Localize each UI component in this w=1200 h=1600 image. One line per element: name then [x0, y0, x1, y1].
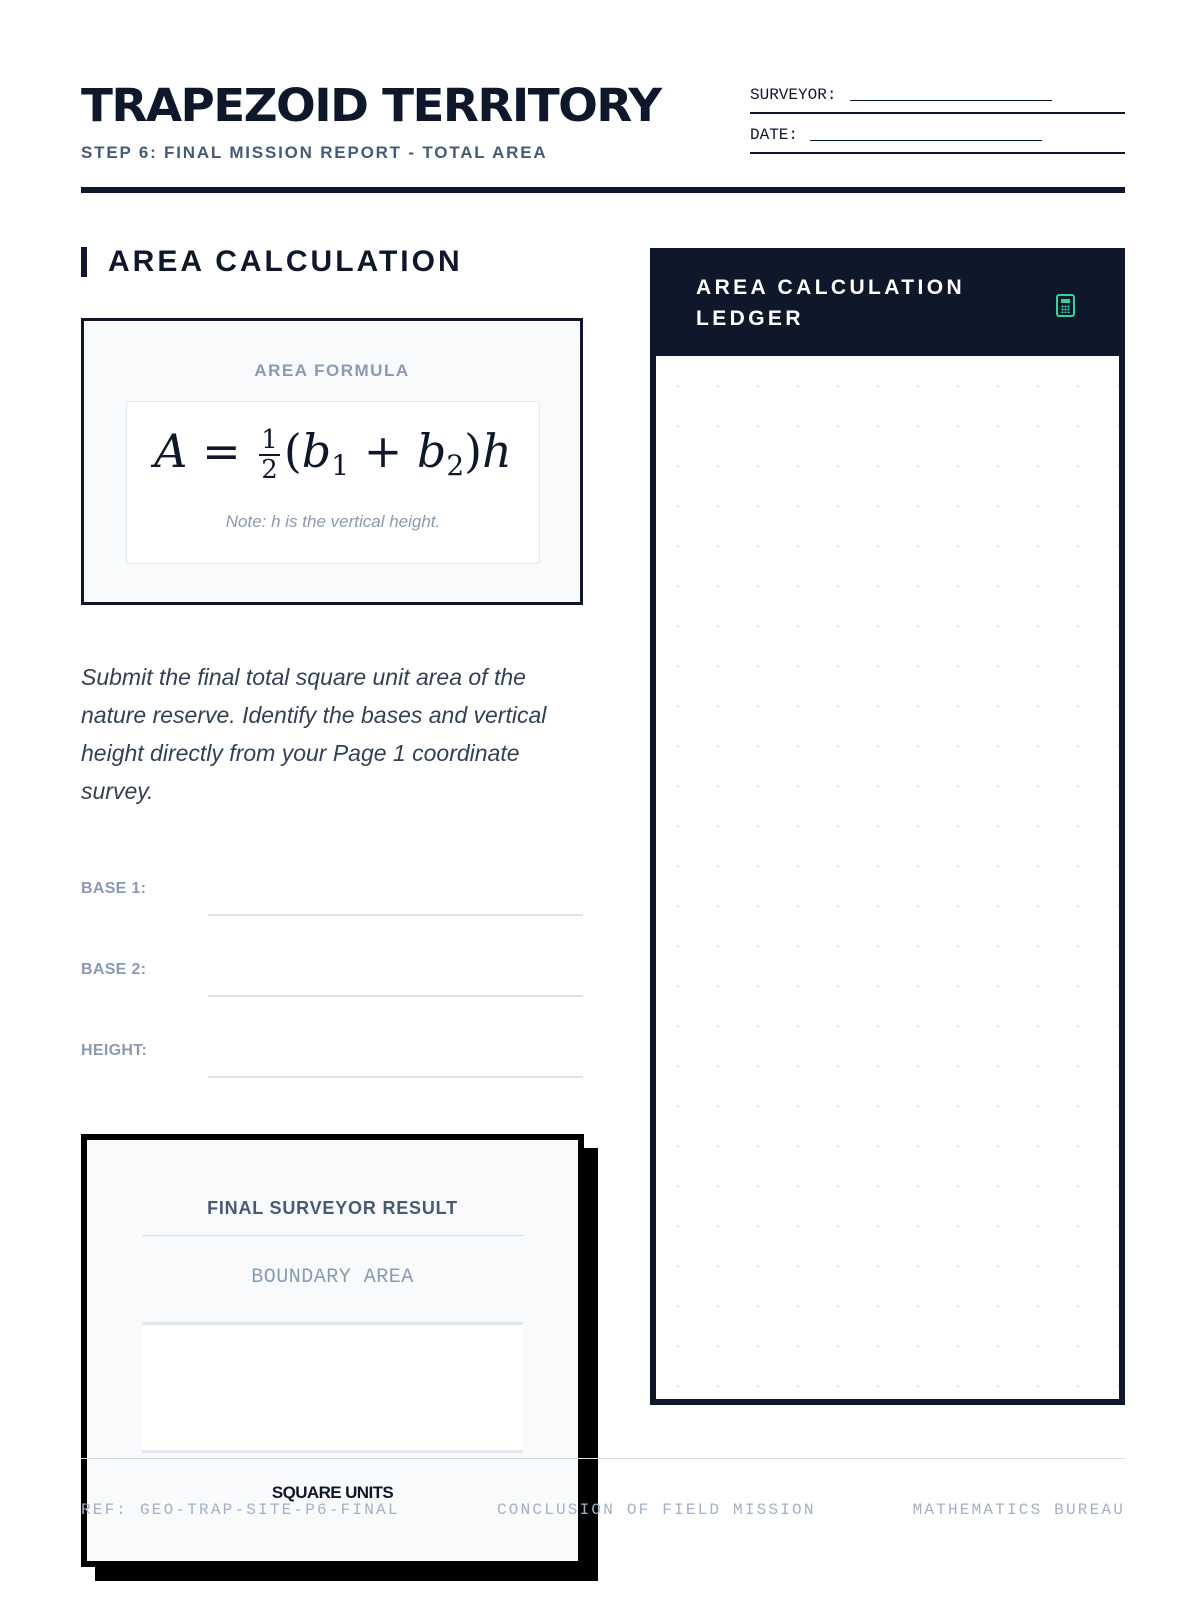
calculation-ledger[interactable] [650, 248, 1125, 1405]
base2-label: BASE 2: [81, 961, 147, 978]
ledger-header [650, 248, 1125, 356]
page-title: TRAPEZOID TERRITORY [81, 79, 661, 132]
footer-divider [81, 1458, 1125, 1459]
date-label: DATE: [750, 126, 799, 144]
section-marker [81, 247, 87, 277]
formula-note: Note: h is the vertical height. [225, 512, 441, 531]
footer-right: MATHEMATICS BUREAU [912, 1501, 1125, 1519]
calculator-icon [1056, 294, 1075, 317]
height-label: HEIGHT: [81, 1042, 148, 1059]
base2-field[interactable] [208, 995, 583, 997]
height-field[interactable] [208, 1076, 583, 1078]
date-field[interactable] [810, 140, 1042, 141]
area-formula: A = $\frac{1}{2}$ $(b_1 + b_2)h$ [154, 424, 512, 485]
page-subtitle: STEP 6: FINAL MISSION REPORT - TOTAL AREA [81, 143, 548, 162]
boundary-area-label: BOUNDARY AREA [251, 1266, 414, 1289]
boundary-area-answer-field[interactable] [142, 1322, 523, 1453]
section-title: AREA CALCULATION [108, 245, 463, 278]
instructions-text: Submit the final total square unit area of the nature reserve. Identify the bases and vertical height directly from your Page 1 coordinate survey. [81, 664, 547, 804]
base1-label: BASE 1: [81, 880, 147, 897]
one-half-fraction: $\frac{1}{2}$ [261, 425, 278, 485]
formula-card [126, 401, 540, 564]
surveyor-label: SURVEYOR: [750, 86, 837, 104]
square-units-label: SQUARE UNITS [271, 1483, 394, 1502]
surveyor-field[interactable] [850, 100, 1052, 101]
formula-label: AREA FORMULA [254, 361, 410, 380]
footer-ref: REF: GEO-TRAP-SITE-P6-FINAL [81, 1501, 400, 1519]
date-row [750, 114, 1125, 154]
ledger-title: AREA CALCULATION LEDGER [696, 276, 966, 330]
formula-box [81, 318, 583, 605]
result-label: FINAL SURVEYOR RESULT [207, 1198, 458, 1218]
surveyor-row [750, 74, 1125, 114]
base1-field[interactable] [208, 914, 583, 916]
footer-center: CONCLUSION OF FIELD MISSION [497, 1501, 816, 1519]
header-divider [81, 187, 1125, 193]
result-divider [142, 1235, 523, 1236]
